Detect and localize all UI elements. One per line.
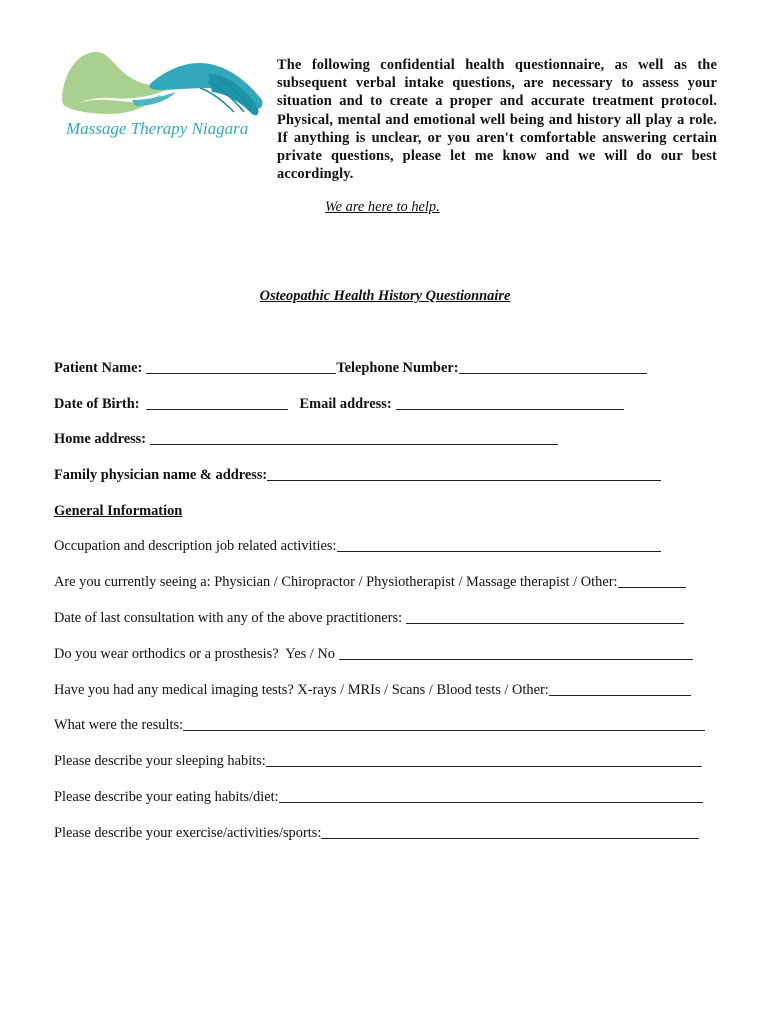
- sleeping-field[interactable]: [266, 753, 702, 767]
- telephone-field[interactable]: [459, 360, 647, 374]
- hands-logo-graphic: [58, 48, 272, 148]
- results-row: [54, 716, 705, 734]
- sleeping-row: [54, 752, 702, 770]
- dob-row: [54, 395, 624, 413]
- exercise-row: [54, 824, 699, 842]
- physician-row: [54, 466, 661, 484]
- telephone-label: Telephone Number:: [336, 360, 459, 376]
- last-consult-field[interactable]: [406, 610, 684, 624]
- logo: [58, 48, 272, 148]
- physician-label: Family physician name & address:: [54, 467, 268, 483]
- last-consult-label: Date of last consultation with any of the above practitioners:: [54, 610, 403, 626]
- results-field[interactable]: [183, 717, 705, 731]
- sleeping-label: Please describe your sleeping habits:: [54, 753, 266, 769]
- email-field[interactable]: [396, 396, 624, 410]
- intro-paragraph: The following confidential health questionnaire, as well as the subsequent verbal intake questions, are necessary to assess your situation and to create a proper and accurate treatment protocol. Physical, mental and emotional well being and history all play a role. If anything is unclear, or you aren't comfortable answering certain private questions, please let me know and we will do our best accordingly.: [277, 57, 717, 183]
- dob-field[interactable]: [146, 396, 288, 410]
- patient-name-row: [54, 359, 647, 377]
- general-info-heading: General Information: [54, 503, 183, 519]
- eating-row: [54, 788, 703, 806]
- home-address-row: [54, 430, 558, 448]
- home-address-field[interactable]: [150, 431, 558, 445]
- last-consult-row: [54, 609, 684, 627]
- occupation-row: [54, 537, 661, 555]
- orthotics-row: [54, 645, 693, 663]
- seeing-label: Are you currently seeing a: Physician / Chiropractor / Physiotherapist / Massage therapist / Other:: [54, 574, 618, 590]
- patient-name-field[interactable]: [146, 360, 336, 374]
- email-label: Email address:: [299, 396, 392, 412]
- form-title: Osteopathic Health History Questionnaire: [259, 288, 511, 304]
- imaging-row: [54, 681, 691, 699]
- imaging-other-field[interactable]: [549, 682, 691, 696]
- physician-field[interactable]: [267, 467, 661, 481]
- exercise-field[interactable]: [321, 825, 699, 839]
- home-address-label: Home address:: [54, 431, 147, 447]
- occupation-field[interactable]: [337, 538, 661, 552]
- seeing-row: [54, 573, 686, 591]
- patient-name-label: Patient Name:: [54, 360, 143, 376]
- eating-field[interactable]: [279, 789, 703, 803]
- eating-label: Please describe your eating habits/diet:: [54, 789, 279, 805]
- seeing-other-field[interactable]: [618, 574, 686, 588]
- occupation-label: Occupation and description job related activities:: [54, 538, 337, 554]
- orthotics-field[interactable]: [339, 646, 693, 660]
- logo-text: Massage Therapy Niagara: [66, 119, 249, 138]
- imaging-label: Have you had any medical imaging tests? X-rays / MRIs / Scans / Blood tests / Other:: [54, 682, 549, 698]
- exercise-label: Please describe your exercise/activities/sports:: [54, 825, 322, 841]
- dob-label: Date of Birth:: [54, 396, 140, 412]
- results-label: What were the results:: [54, 717, 184, 733]
- help-note: We are here to help.: [325, 199, 440, 215]
- orthotics-label: Do you wear orthodics or a prosthesis? Yes / No: [54, 646, 335, 662]
